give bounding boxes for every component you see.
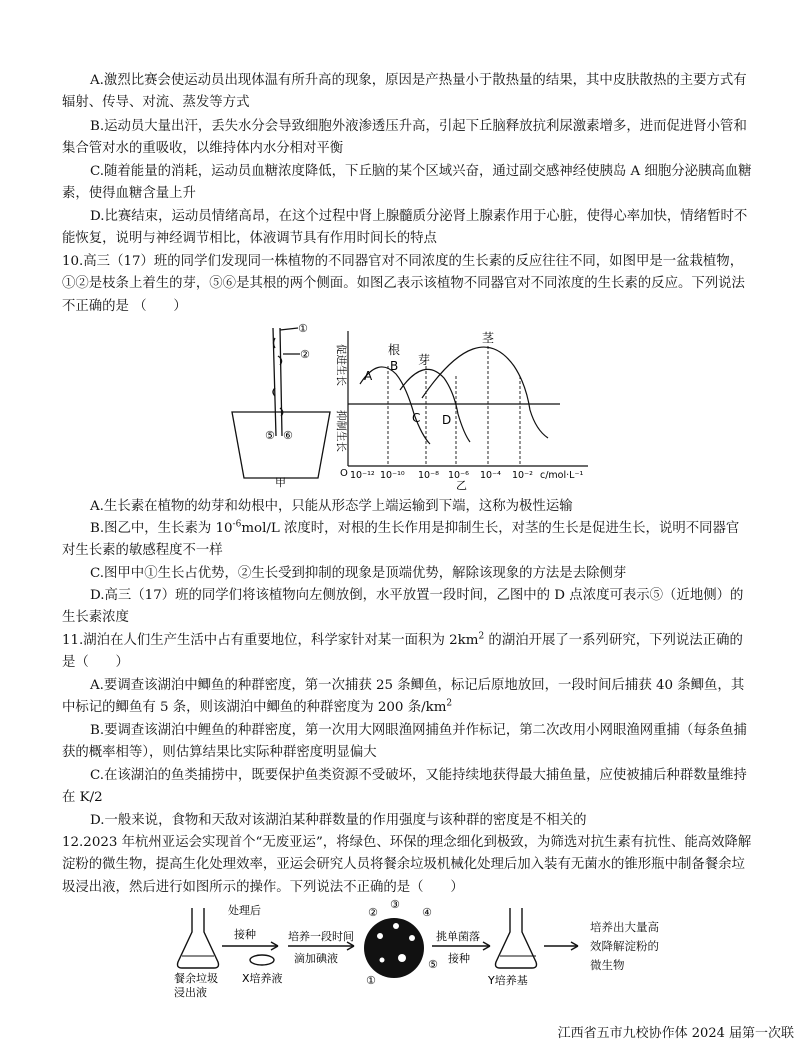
x-tick-label: 10⁻⁶ (448, 470, 469, 481)
flask-2-label: Y培养基 (488, 974, 528, 987)
curve-root-label: 根 (388, 343, 401, 357)
q11-stem-text-1: 11.湖泊在人们生产生活中占有重要地位，科学家针对某一面积为 2km (62, 633, 479, 648)
q11-stem-text-2: 的湖泊开展了一系列研究，下列说法正确的是（ ） (62, 633, 743, 671)
q9-option-a: A.激烈比赛会使运动员出现体温有所升高的现象，原因是产热量小于散热量的结果，其中皮肤散热的主要方式有辐射、传导、对流、蒸发等方式 (62, 73, 747, 111)
arrow-3-top-label: 挑单菌落 (436, 930, 480, 943)
colony-label: ⑤ (428, 958, 438, 971)
origin-label: O (340, 468, 348, 479)
q10-stem: 10.高三（17）班的同学们发现同一株植物的不同器官对不同浓度的生长素的反应往往不同，如图甲是一盆栽植物，①②是枝条上着生的芽，⑤⑥是其根的两个侧面。如图乙表示该植物不同器官对不同浓度的生长素的反应。下列说法不正确的是 （ ） (62, 254, 745, 314)
petri-dish-icon (250, 955, 274, 965)
plant-diagram (232, 328, 330, 478)
q11-option-c: C.在该湖泊的鱼类捕捞中，既要保护鱼类资源不受破坏，又能持续地获得最大捕鱼量，应使被捕后种群数量维持在 K/2 (62, 768, 747, 806)
arrow-1-top-label: 处理后 (228, 904, 261, 917)
curve-bud-label: 芽 (418, 353, 431, 367)
flask-1-label-text-2: 浸出液 (174, 986, 207, 999)
page-footer: 江西省五市九校协作体 2024 届第一次联 (557, 1026, 794, 1041)
q11-option-a-exponent: 2 (446, 698, 453, 709)
arrow-3-bottom-label: 接种 (448, 952, 470, 965)
flow-result-text: 培养出大量高效降解淀粉的微生物 (590, 920, 659, 972)
point-c-label: C (412, 411, 421, 425)
stem-curve (422, 347, 548, 438)
figure-yi (335, 326, 600, 492)
arrow-2-top-label: 培养一段时间 (288, 930, 354, 943)
flask-1-label-text: 餐余垃圾 (174, 972, 218, 985)
flask-1-icon (178, 908, 219, 968)
curve-stem-label: 茎 (482, 331, 495, 345)
x-tick-label: 10⁻⁸ (418, 470, 439, 481)
x-tick-labels (350, 470, 533, 481)
q9-option-b: B.运动员大量出汗，丢失水分会导致细胞外液渗透压升高，引起下丘脑释放抗利尿激素增多，进而促进肾小管和集合管对水的重吸收，以维持体内水分相对平衡 (62, 119, 747, 157)
figure-yi-label: 乙 (456, 479, 467, 492)
flask-1-label (174, 971, 218, 999)
q10-option-c: C.图甲中①生长占优势，②生长受到抑制的现象是顶端优势，解除该现象的方法是去除侧芽 (90, 566, 627, 581)
q9-option-d: D.比赛结束，运动员情绪高昂，在这个过程中肾上腺髓质分泌肾上腺素作用于心脏，使得心率加快，情绪暂时不能恢复，说明与神经调节相比，体液调节具有作用时间长的特点 (62, 209, 748, 247)
q10-option-b (62, 518, 752, 563)
x-tick-label: 10⁻² (512, 470, 533, 481)
flask-2-icon (496, 908, 537, 968)
q11-stem (62, 630, 752, 675)
y-axis-label-lower: 抑制生长 (335, 410, 347, 452)
colony-label: ④ (422, 906, 432, 919)
x-tick-label: 10⁻¹² (350, 470, 375, 481)
bud-2-label: ② (300, 348, 310, 361)
figure-jia-label: 甲 (275, 476, 286, 489)
x-tick-label: 10⁻¹⁰ (380, 470, 405, 481)
q10-option-b-text-1: B.图乙中，生长素为 10 (90, 521, 233, 536)
arrow-2-bottom-label: 滴加碘液 (294, 952, 338, 965)
q11-option-b: B.要调查该湖泊中鲤鱼的种群密度，第一次用大网眼渔网捕鱼并作标记，第二次改用小网眼渔网重捕（每条鱼捕获的概率相等），则估算结果比实际种群密度明显偏大 (62, 723, 747, 761)
figure-jia (228, 318, 336, 488)
x-axis-unit: c/mol·L⁻¹ (540, 470, 584, 481)
q12-stem: 12.2023 年杭州亚运会实现首个“无废亚运”，将绿色、环保的理念细化到极致，为筛选对抗生素有抗性、能高效降解淀粉的微生物，提高生化处理效率，亚运会研究人员将餐余垃圾机械化处理后加入装有无菌水的锥形瓶中制备餐余垃圾浸出液，然后进行如图所示的操作。下列说法不正确的是（ ） (62, 835, 752, 895)
point-b-label: B (390, 359, 399, 373)
q11-option-a (62, 675, 752, 720)
q10-option-b-text-2: mol/L 浓度时，对根的生长作用是抑制生长，对茎的生长是促进生长，说明不同器官对生长素的敏感程度不一样 (62, 521, 740, 559)
colony-label: ② (368, 906, 378, 919)
guide-lines (388, 346, 520, 466)
q9-option-c: C.随着能量的消耗，运动员血糖浓度降低，下丘脑的某个区域兴奋，通过副交感神经使胰岛 A 细胞分泌胰高血糖素，使得血糖含量上升 (62, 164, 752, 202)
point-a-label: A (364, 369, 373, 383)
root-side-6-label: ⑥ (283, 429, 293, 442)
q11-option-d: D.一般来说，食物和天敌对该湖泊某种群数量的作用强度与该种群的密度是不相关的 (90, 813, 587, 828)
arrow-1-bottom-label: 接种 (234, 928, 256, 941)
dish-label: X培养液 (242, 972, 283, 985)
q10-option-d: D.高三（17）班的同学们将该植物向左侧放倒，水平放置一段时间，乙图中的 D 点浓度可表示⑤（近地侧）的生长素浓度 (62, 588, 744, 626)
q11-option-a-text: A.要调查该湖泊中鲫鱼的种群密度，第一次捕获 25 条鲫鱼，标记后原地放回，一段时间后捕获 40 条鲫鱼，其中标记的鲫鱼有 5 条，则该湖泊中鲫鱼的种群密度为 200 条/km (62, 678, 745, 716)
q10-option-b-exponent: -6 (232, 519, 242, 530)
q10-option-a: A.生长素在植物的幼芽和幼根中，只能从形态学上端运输到下端，这称为极性运输 (90, 499, 573, 514)
bud-1-label: ① (298, 322, 308, 335)
point-d-label: D (442, 413, 452, 427)
x-tick-label: 10⁻⁴ (480, 470, 501, 481)
colony-label: ① (366, 974, 376, 987)
y-axis-label-upper: 促进生长 (335, 344, 347, 386)
root-side-5-label: ⑤ (265, 429, 275, 442)
q11-stem-exponent: 2 (478, 631, 485, 642)
colony-label: ③ (390, 898, 400, 911)
